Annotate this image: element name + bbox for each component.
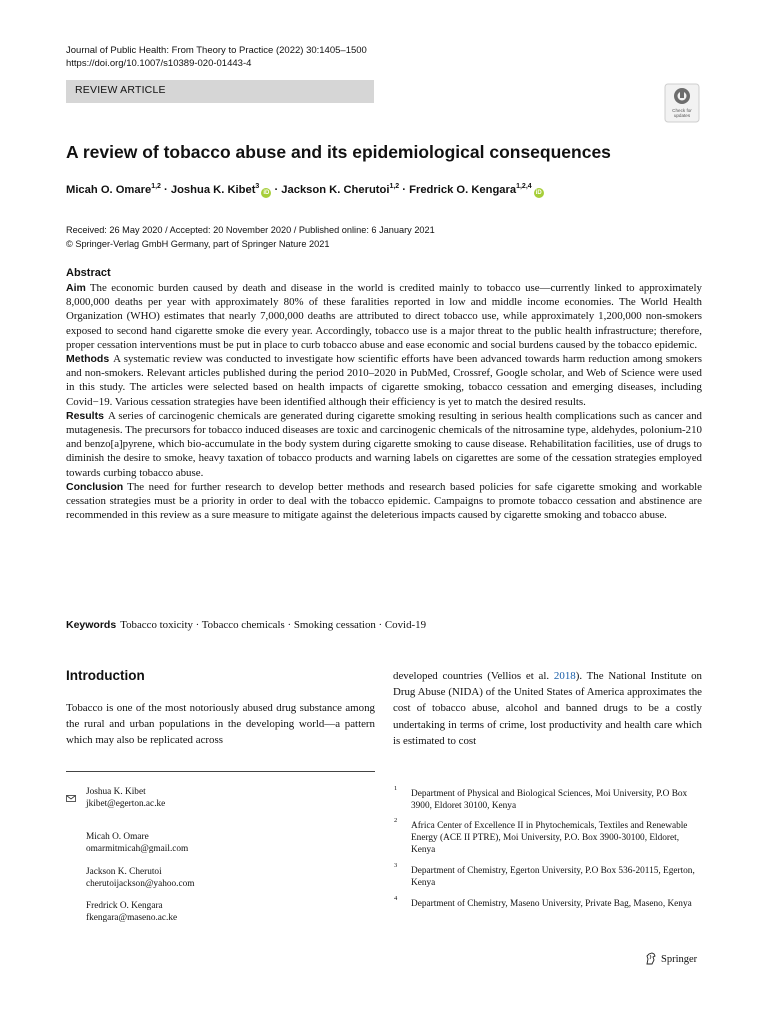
introduction-left-column: Tobacco is one of the most notoriously abused drug substance among the rural and urban populations in the developing world—a pattern which may also be replicated across bbox=[66, 702, 375, 747]
received-accepted-published: Received: 26 May 2020 / Accepted: 20 November 2020 / Published online: 6 January 2021 bbox=[66, 225, 435, 235]
affiliation-number: 2 bbox=[394, 817, 398, 824]
affiliation: Africa Center of Excellence II in Phytochemicals, Textiles and Renewable Energy (ACE II PTRE), Moi University, P.O. Box 3900-30100, Eldoret, Kenya bbox=[411, 821, 688, 856]
author-separator: · bbox=[402, 184, 407, 196]
author-name[interactable]: Micah O. Omare bbox=[66, 184, 152, 196]
aim-label: Aim bbox=[66, 282, 86, 294]
author-affiliation-ref: 1,2 bbox=[389, 183, 400, 190]
abstract-results bbox=[66, 409, 702, 480]
contact-email[interactable]: cherutoijackson@yahoo.com bbox=[86, 879, 195, 890]
journal-citation: Journal of Public Health: From Theory to Practice (2022) 30:1405–1500 bbox=[66, 45, 367, 56]
methods-label: Methods bbox=[66, 353, 110, 366]
author-contact bbox=[86, 866, 194, 890]
affiliation: Department of Physical and Biological Sciences, Moi University, P.O Box 3900, Eldoret 30100, Kenya bbox=[411, 789, 688, 812]
author-list bbox=[66, 183, 544, 198]
keywords-label: Keywords bbox=[66, 619, 117, 631]
author-separator: · bbox=[274, 184, 279, 196]
conclusion-text: The need for further research to develop better methods and research based policies for safe cigarette smoking and workable cessation strategies must be a priority in order to deal with the tobacco epidemic. Campaigns to promote tobacco cessation and abstinence are recommended in this review as a sure measure to mitigate against the deleterious impacts caused by cigarette smoking and tobacco abuse. bbox=[66, 480, 702, 522]
abstract-conclusion bbox=[66, 480, 702, 523]
results-label: Results bbox=[66, 409, 104, 422]
aim-text: The economic burden caused by death and disease in the world is credited mainly to tobacco use—currently linked to approximately 8,000,000 deaths per year with approximately 80% of these faralities reported in low and middle income economies. The World Health Organization (WHO) estimates that nearly 7,000,000 deaths are attributed to direct tobacco use, while approximately 1,200,000 non-smokers exposed to second hand cigarette smoke die every year. Accordingly, tobacco use is a major threat to the public health infrastructure; therefore, proper cessation interventions must be put in place to curb tobacco abuse and ease economic and social burdens caused by the tobacco epidemic. bbox=[66, 282, 702, 351]
copyright-notice: © Springer-Verlag GmbH Germany, part of Springer Nature 2021 bbox=[66, 238, 330, 249]
citation-link[interactable]: 2018 bbox=[553, 670, 576, 682]
corresponding-author-contact bbox=[86, 786, 165, 810]
check-for-updates-icon bbox=[664, 83, 700, 123]
check-for-updates-badge[interactable] bbox=[664, 83, 700, 123]
contact-name: Jackson K. Cherutoi bbox=[86, 867, 162, 877]
publication-dates bbox=[66, 224, 435, 251]
envelope-icon bbox=[66, 789, 76, 796]
author-affiliation-ref: 1,2,4 bbox=[516, 183, 532, 190]
abstract-body bbox=[66, 281, 702, 522]
article-title: A review of tobacco abuse and its epidemiological consequences bbox=[66, 142, 611, 162]
svg-text:Check for: Check for bbox=[672, 108, 692, 113]
footnote-divider bbox=[66, 771, 375, 772]
affiliation-number: 4 bbox=[394, 895, 398, 902]
author-contact bbox=[86, 831, 188, 855]
methods-text: A systematic review was conducted to investigate how scientific efforts have been advanced towards harm reduction among smokers and non-smokers. Relevant articles published during the period 2010–2020 in PubMed, Crossref, Google scholar, and Web of Science were used in this study. The articles were selected based on health impacts of cigarette smoking, tobacco cessation and emerging diseases, including Covid−19. Various cessation strategies have been identified although their efficiency is yet to match the desired results. bbox=[66, 353, 702, 408]
affiliation: Department of Chemistry, Maseno University, Private Bag, Maseno, Kenya bbox=[411, 899, 692, 909]
affiliation-number: 1 bbox=[394, 785, 398, 792]
author-affiliation-ref: 1,2 bbox=[151, 183, 161, 190]
contact-name: Fredrick O. Kengara bbox=[86, 901, 163, 911]
orcid-icon[interactable]: iD bbox=[263, 190, 270, 196]
author-name[interactable]: Jackson K. Cherutoi bbox=[281, 184, 390, 196]
affiliation-number: 3 bbox=[394, 862, 398, 869]
abstract-heading: Abstract bbox=[66, 267, 111, 279]
article-type-banner bbox=[66, 80, 374, 103]
publisher-name: Springer bbox=[661, 954, 698, 965]
doi-link[interactable]: https://doi.org/10.1007/s10389-020-01443-4 bbox=[66, 58, 252, 69]
abstract-aim bbox=[66, 281, 702, 352]
svg-text:updates: updates bbox=[673, 113, 691, 118]
author-name[interactable]: Joshua K. Kibet bbox=[170, 184, 256, 196]
author-contact bbox=[86, 900, 177, 924]
contact-name: Micah O. Omare bbox=[86, 832, 149, 842]
intro-text-continued: ). The National Institute on Drug Abuse (NIDA) of the United States of America approximates the cost of tobacco abuse, alcohol and banned drugs to be a costly undertaking in terms of crime, lost productivity and health care which is estimated to cost bbox=[393, 670, 703, 747]
author-separator: · bbox=[164, 184, 168, 196]
keywords-text: Tobacco toxicity · Tobacco chemicals · Smoking cessation · Covid-19 bbox=[120, 619, 427, 631]
conclusion-label: Conclusion bbox=[66, 480, 124, 493]
intro-text-start: developed countries (Vellios et al. bbox=[393, 670, 554, 682]
keywords bbox=[66, 619, 426, 631]
orcid-icon[interactable]: iD bbox=[535, 190, 542, 196]
contact-email[interactable]: fkengara@maseno.ac.ke bbox=[86, 913, 178, 924]
publisher-logo bbox=[645, 952, 697, 965]
journal-header bbox=[66, 44, 367, 70]
contact-name: Joshua K. Kibet bbox=[86, 787, 146, 797]
springer-horse-icon bbox=[645, 952, 657, 965]
contact-email[interactable]: omarmitmicah@gmail.com bbox=[86, 844, 189, 855]
results-text: A series of carcinogenic chemicals are generated during cigarette smoking resulting in serious health complications such as cancer and mutagenesis. The precursors for tobacco induced diseases are toxic and carcinogenic chemicals of the nitrosamine type, aldehydes, polonium-210 and benzo[a]pyrene, which bio-accumulate in the body system during cigarette smoking to cause disease. Rehabilitation facilities, use of drugs to diminish the desire to smoke, heavy taxation of tobacco products and warning labels on cigarettes are some of the cessation strategies employed towards curbing tobacco abuse. bbox=[66, 409, 702, 479]
contact-email[interactable]: jkibet@egerton.ac.ke bbox=[86, 799, 166, 810]
affiliation: Department of Chemistry, Egerton University, P.O Box 536-20115, Egerton, Kenya bbox=[411, 866, 695, 889]
abstract-methods bbox=[66, 352, 702, 409]
article-type-label: REVIEW ARTICLE bbox=[75, 84, 166, 96]
author-name[interactable]: Fredrick O. Kengara bbox=[409, 184, 517, 196]
author-affiliation-ref: 3 bbox=[255, 183, 260, 190]
introduction-heading: Introduction bbox=[66, 668, 145, 683]
introduction-right-column bbox=[393, 668, 702, 749]
